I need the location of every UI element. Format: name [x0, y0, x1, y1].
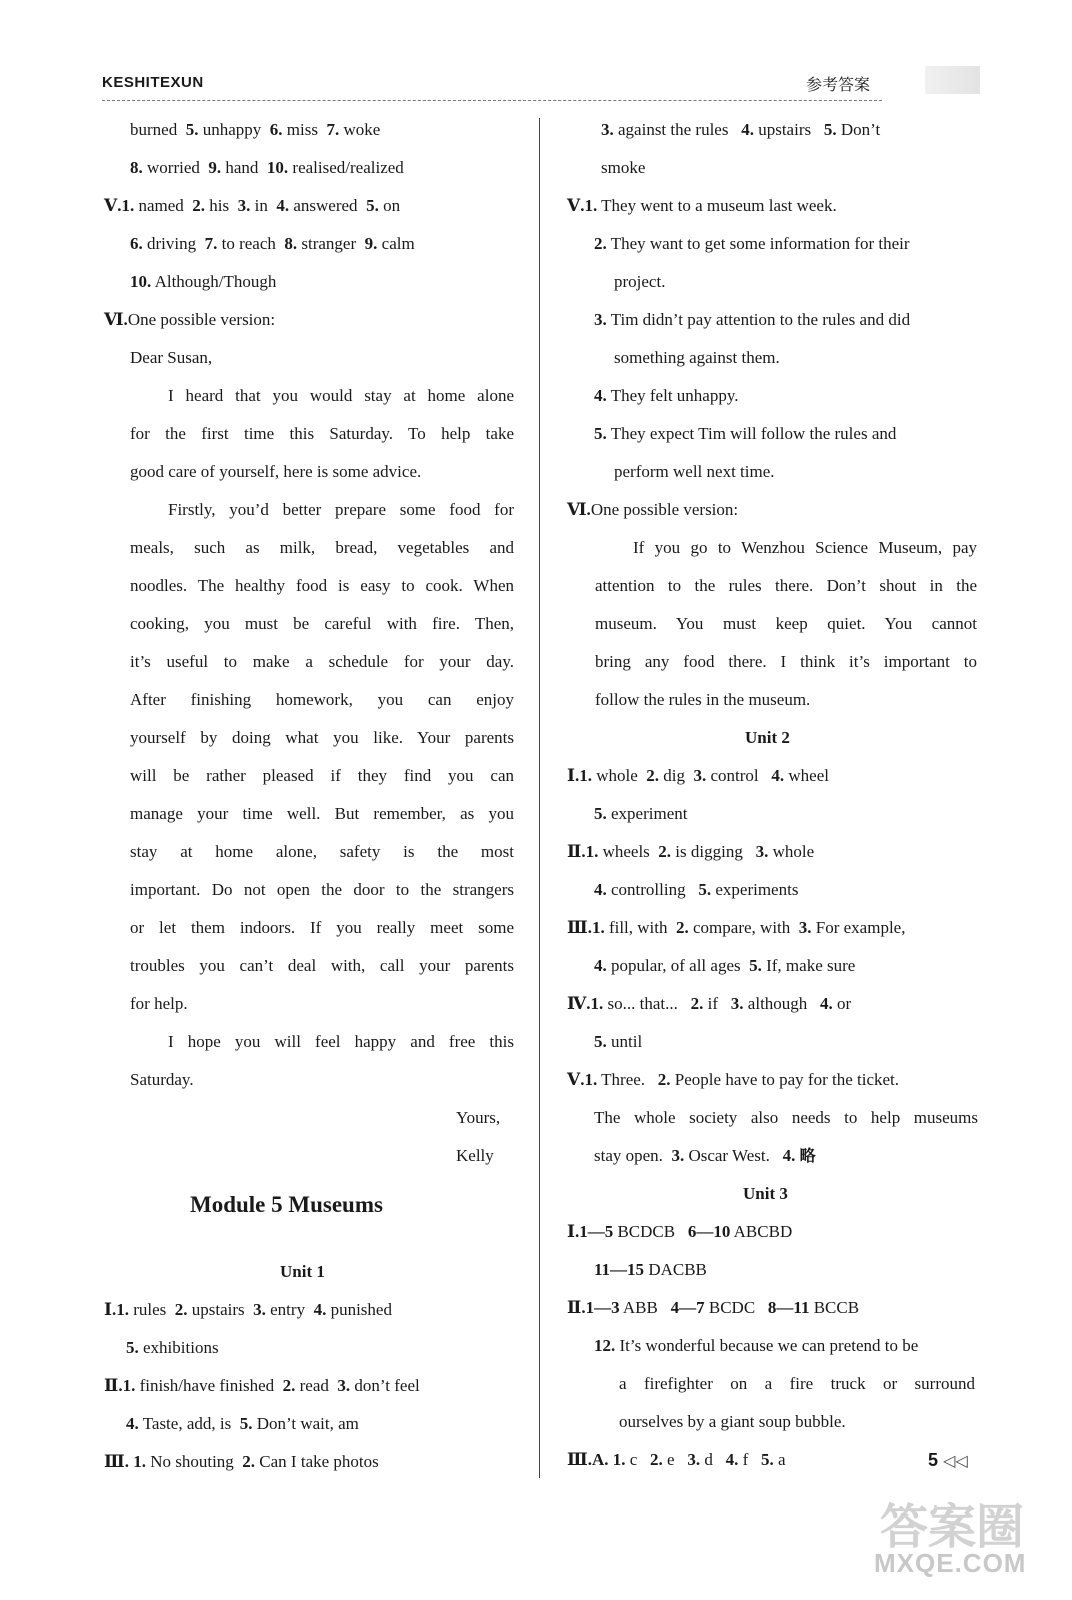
answer-line: 6. driving 7. to reach 8. stranger 9. calm: [130, 234, 415, 253]
answer-line: project.: [614, 272, 666, 291]
letter-salutation: Dear Susan,: [130, 348, 213, 367]
answer-line: 4. controlling 5. experiments: [594, 880, 799, 899]
answer-line: smoke: [601, 158, 646, 177]
section-iii-line: Ⅲ.A. 1. c 2. e 3. d 4. f 5. a: [567, 1450, 786, 1469]
section-v-line: Ⅴ.1. Three. 2. People have to pay for the ticket.: [567, 1070, 900, 1089]
section-ii-line: Ⅱ.1. wheels 2. is digging 3. whole: [567, 842, 815, 861]
answer-line: 11—15 DACBB: [594, 1260, 707, 1279]
answer-line: 4. popular, of all ages 5. If, make sure: [594, 956, 856, 975]
section-iii-line: Ⅲ. 1. No shouting 2. Can I take photos: [104, 1452, 379, 1471]
page-header: [102, 70, 882, 101]
essay-line: attention to the rules there. Don’t shout in the: [595, 576, 977, 595]
section-iii-line: Ⅲ.1. fill, with 2. compare, with 3. For example,: [567, 918, 906, 937]
letter-closing: Yours,: [456, 1108, 501, 1127]
letter-line: good care of yourself, here is some advice.: [130, 462, 422, 481]
answer-line: 5. until: [594, 1032, 643, 1051]
letter-line: I hope you will feel happy and free this: [168, 1032, 514, 1051]
answer-line: 3. against the rules 4. upstairs 5. Don’t: [601, 120, 881, 139]
answer-line: 5. They expect Tim will follow the rules and: [594, 424, 897, 443]
watermark-logo-text: 答案圈: [880, 1501, 1025, 1554]
answer-line: 4. They felt unhappy.: [594, 386, 739, 405]
section-v-line: Ⅴ.1. named 2. his 3. in 4. answered 5. on: [104, 196, 401, 215]
section-i-line: Ⅰ.1—5 BCDCB 6—10 ABCBD: [567, 1222, 793, 1241]
answer-line: ourselves by a giant soup bubble.: [619, 1412, 846, 1431]
answer-line: 5. exhibitions: [126, 1338, 219, 1357]
answer-line: a firefighter on a fire truck or surround: [619, 1374, 975, 1393]
answer-line: The whole society also needs to help museums: [594, 1108, 978, 1127]
watermark-url: MXQE.COM: [874, 1548, 1027, 1578]
page-arrow-icon: ◁◁: [943, 1451, 968, 1470]
section-i-line: Ⅰ.1. rules 2. upstairs 3. entry 4. punished: [104, 1300, 392, 1319]
section-iv-line: Ⅳ.1. so... that... 2. if 3. although 4. or: [567, 994, 852, 1013]
letter-line: Firstly, you’d better prepare some food for: [168, 500, 514, 519]
essay-line: bring any food there. I think it’s important to: [595, 652, 977, 671]
letter-line: meals, such as milk, bread, vegetables and: [130, 538, 514, 557]
letter-line: for help.: [130, 994, 188, 1013]
letter-line: noodles. The healthy food is easy to cook. When: [130, 576, 514, 595]
letter-line: After finishing homework, you can enjoy: [130, 690, 514, 709]
column-divider: [539, 118, 540, 1478]
answer-line: 5. experiment: [594, 804, 688, 823]
watermark: [872, 1488, 1062, 1588]
header-decor-bar: [925, 66, 980, 94]
answer-line: 12. It’s wonderful because we can pretend to be: [594, 1336, 919, 1355]
letter-line: or let them indoors. If you really meet some: [130, 918, 514, 937]
module-title: Module 5 Museums: [190, 1192, 383, 1217]
section-vi-line: Ⅵ.One possible version:: [104, 310, 276, 329]
letter-line: important. Do not open the door to the strangers: [130, 880, 514, 899]
letter-line: manage your time well. But remember, as you: [130, 804, 514, 823]
answer-line: 8. worried 9. hand 10. realised/realized: [130, 158, 404, 177]
answer-line: burned 5. unhappy 6. miss 7. woke: [130, 120, 381, 139]
answer-line: stay open. 3. Oscar West. 4. 略: [594, 1146, 816, 1165]
section-i-line: Ⅰ.1. whole 2. dig 3. control 4. wheel: [567, 766, 829, 785]
essay-line: If you go to Wenzhou Science Museum, pay: [633, 538, 977, 557]
essay-line: museum. You must keep quiet. You cannot: [595, 614, 977, 633]
letter-line: cooking, you must be careful with fire. Then,: [130, 614, 514, 633]
section-v-line: Ⅴ.1. They went to a museum last week.: [567, 196, 837, 215]
letter-line: will be rather pleased if they find you can: [130, 766, 514, 785]
section-ii-line: Ⅱ.1—3 ABB 4—7 BCDC 8—11 BCCB: [567, 1298, 860, 1317]
answer-line: perform well next time.: [614, 462, 775, 481]
section-ii-line: Ⅱ.1. finish/have finished 2. read 3. don’t feel: [104, 1376, 420, 1395]
answer-line: 10. Although/Though: [130, 272, 277, 291]
unit-1-heading: Unit 1: [280, 1262, 325, 1281]
letter-signature: Kelly: [456, 1146, 494, 1165]
brand-label: KESHITEXUN: [102, 74, 204, 91]
header-title: 参考答案: [805, 75, 870, 94]
answer-line: 4. Taste, add, is 5. Don’t wait, am: [126, 1414, 359, 1433]
letter-line: I heard that you would stay at home alone: [168, 386, 514, 405]
answer-line: something against them.: [614, 348, 780, 367]
section-vi-line: Ⅵ.One possible version:: [567, 500, 739, 519]
essay-line: follow the rules in the museum.: [595, 690, 811, 709]
page-number: 5 ◁◁: [928, 1450, 968, 1470]
answer-line: 2. They want to get some information for their: [594, 234, 910, 253]
letter-line: Saturday.: [130, 1070, 194, 1089]
unit-3-heading: Unit 3: [743, 1184, 788, 1203]
letter-line: troubles you can’t deal with, call your parents: [130, 956, 514, 975]
answer-line: 3. Tim didn’t pay attention to the rules and did: [594, 310, 911, 329]
unit-2-heading: Unit 2: [745, 728, 790, 747]
letter-line: for the first time this Saturday. To help take: [130, 424, 514, 443]
letter-line: yourself by doing what you like. Your parents: [130, 728, 514, 747]
letter-line: stay at home alone, safety is the most: [130, 842, 514, 861]
letter-line: it’s useful to make a schedule for your day.: [130, 652, 514, 671]
